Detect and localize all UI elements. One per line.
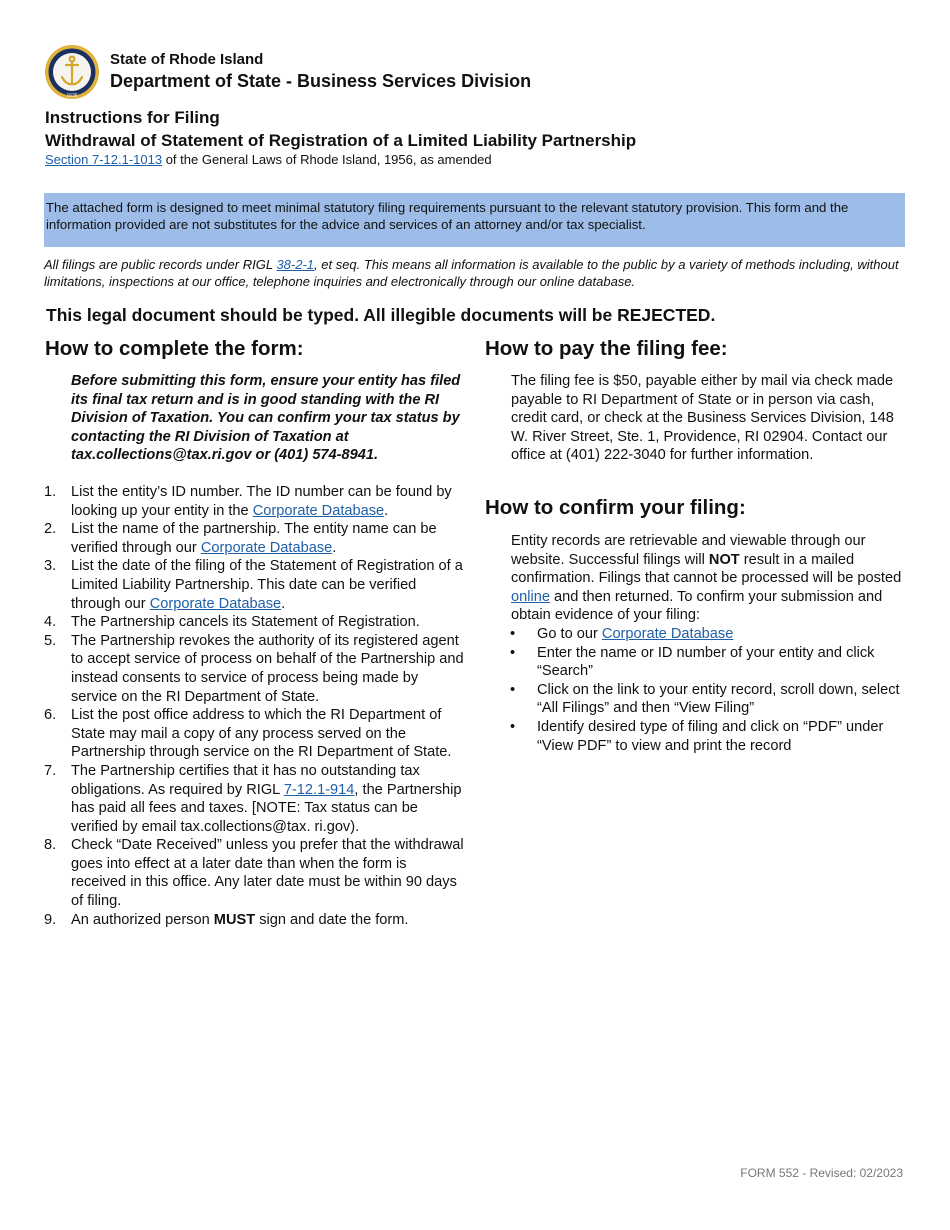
list-item: • Identify desired type of filing and click on “PDF” under “View PDF” to view and print the record (510, 718, 884, 754)
form-revision-footer: FORM 552 - Revised: 02/2023 (740, 1166, 903, 1180)
form-title: Withdrawal of Statement of Registration of a Limited Liability Partnership (45, 131, 637, 150)
seal-year: 1636 (66, 93, 78, 99)
rigl-38-2-1-link[interactable]: 38-2-1 (276, 257, 315, 272)
rigl-7-12-1-914-link[interactable]: 7-12.1-914 (283, 781, 355, 798)
list-item: • Click on the link to your entity record, scroll down, select “All Filings” and then “View Filing” (510, 681, 900, 717)
instructions-title: Instructions for Filing (45, 108, 220, 127)
list-item: 3. List the date of the filing of the Statement of Registration of a Limited Liability Partnership. This date can be verified through our Corporate Database. (44, 558, 463, 612)
corporate-database-link[interactable]: Corporate Database (601, 626, 734, 642)
state-name: State of Rhode Island (110, 51, 264, 68)
online-link[interactable]: online (511, 588, 550, 605)
before-submitting-note: Before submitting this form, ensure your entity has filed its final tax return and is in good standing with the RI Division of Taxation. You can confirm your tax status by contacting the RI Division of Taxation at tax.collections@tax.ri.gov or (401) 574-8941. (71, 373, 461, 464)
statute-reference-text: of the General Laws of Rhode Island, 1956, as amended (162, 152, 492, 167)
pay-fee-heading: How to pay the filing fee: (485, 337, 728, 360)
list-item: 4. The Partnership cancels its Statement of Registration. (44, 614, 420, 631)
list-item: • Go to our Corporate Database (510, 626, 734, 642)
list-item: 2. List the name of the partnership. The entity name can be verified through our Corporate Database. (44, 521, 437, 556)
corporate-database-link[interactable]: Corporate Database (252, 502, 385, 519)
list-item: 5. The Partnership revokes the authority of its registered agent to accept service of process on behalf of the Partnership and instead consents to service of process being made by service on the RI Department of State. (44, 632, 464, 705)
department-name: Department of State - Business Services Division (110, 71, 532, 91)
confirm-steps-list (511, 625, 903, 755)
list-item: 9. An authorized person MUST sign and date the form. (44, 911, 409, 928)
statute-link[interactable]: Section 7-12.1-1013 (45, 152, 163, 167)
list-item: 1. List the entity’s ID number. The ID number can be found by looking up your entity in the Corporate Database. (44, 484, 452, 519)
public-records-notice: All filings are public records under RIGL 38-2-1, et seq. This means all information is available to the public by a variety of methods including, without limitations, inspections at our office, telephone inquiries and electronically through our online database. (44, 257, 899, 289)
list-item: 6. List the post office address to which the RI Department of State may mail a copy of any process served on the Partnership through service on the RI Department of State. (44, 707, 452, 761)
pay-fee-text: The filing fee is $50, payable either by mail via check made payable to RI Department of State or in person via cash, credit card, or check at the Business Services Division, 148 W. River Street, Ste. 1, Providence, RI 02904. Contact our office at (401) 222-3040 for further information. (511, 373, 894, 464)
typed-notice: This legal document should be typed. All illegible documents will be REJECTED. (46, 305, 716, 325)
list-item: 7. The Partnership certifies that it has no outstanding tax obligations. As required by RIGL 7-12.1-914, the Partnership has paid all fees and taxes. [NOTE: Tax status can be verified by email tax.collections@tax. ri.gov). (44, 762, 462, 835)
disclaimer-box: The attached form is designed to meet minimal statutory filing requirements pursuant to the relevant statutory provision. This form and the information provided are not substitutes for the advice and services of an attorney and/or tax specialist. (44, 193, 905, 247)
complete-form-heading: How to complete the form: (45, 337, 304, 360)
list-item: • Enter the name or ID number of your entity and click “Search” (510, 644, 875, 680)
rhode-island-seal-logo (44, 44, 100, 100)
confirm-filing-text: Entity records are retrievable and viewable through our website. Successful filings will NOT result in a mailed confirmation. Filings that cannot be processed will be posted online and then returned. To confirm your submission and obtain evidence of your filing: (511, 533, 902, 624)
confirm-filing-heading: How to confirm your filing: (485, 496, 746, 519)
instruction-steps (44, 483, 464, 929)
corporate-database-link[interactable]: Corporate Database (149, 595, 282, 612)
statute-reference (45, 152, 492, 167)
list-item: 8. Check “Date Received” unless you prefer that the withdrawal goes into effect at a later date than when the form is received in this office. Any later date must be within 90 days of filing. (44, 837, 464, 910)
corporate-database-link[interactable]: Corporate Database (200, 539, 333, 556)
